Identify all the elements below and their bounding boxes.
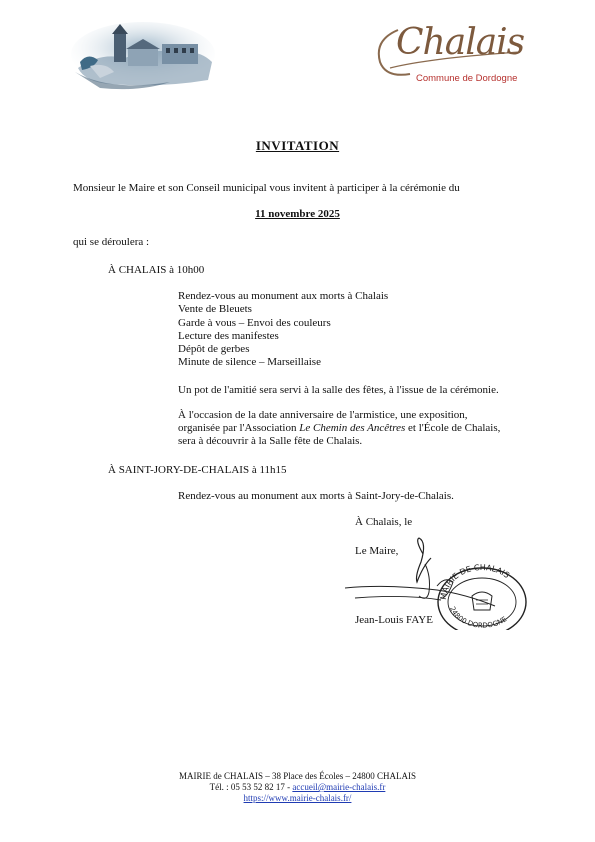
programme-item: Dépôt de gerbes xyxy=(178,343,250,356)
chalais-heading: À CHALAIS à 10h00 xyxy=(108,264,205,276)
signature-place: À Chalais, le xyxy=(355,516,413,528)
logo-wordmark: Chalais xyxy=(396,22,525,63)
chalais-logo xyxy=(370,18,540,90)
footer-phone: Tél. : 05 53 52 82 17 - xyxy=(209,782,293,792)
programme-item: Garde à vous – Envoi des couleurs xyxy=(178,316,331,329)
exhibition-text-after: et l'École de Chalais, sera à découvrir à la Salle fête de Chalais. xyxy=(178,422,501,447)
footer-website-link[interactable]: https://www.mairie-chalais.fr/ xyxy=(243,793,352,803)
mayor-first-name: Jean-Louis xyxy=(355,614,407,626)
ceremony-date: 11 novembre 2025 xyxy=(255,208,340,220)
footer-email-link[interactable]: accueil@mairie-chalais.fr xyxy=(292,782,386,792)
programme-item: Lecture des manifestes xyxy=(178,329,279,342)
intro-paragraph: Monsieur le Maire et son Conseil municipal vous invitent à participer à la cérémonie du xyxy=(73,182,460,194)
sub-intro: qui se déroulera : xyxy=(73,236,150,248)
saint-jory-heading: À SAINT-JORY-DE-CHALAIS à 11h15 xyxy=(108,464,287,476)
exhibition-text-before: À l'occasion de la date anniversaire de l'armistice, une exposition, organisée par l'Association xyxy=(178,409,468,434)
footer-address: MAIRIE de CHALAIS – 38 Place des Écoles – 24800 CHALAIS xyxy=(179,771,416,781)
exhibition-paragraph xyxy=(178,409,508,448)
programme-item: Vente de Bleuets xyxy=(178,303,252,316)
association-name: Le Chemin des Ancêtres xyxy=(299,422,406,434)
saint-jory-text: Rendez-vous au monument aux morts à Saint-Jory-de-Chalais. xyxy=(178,490,454,502)
footer-contact xyxy=(0,782,595,793)
svg-text:24800 DORDOGNE: 24800 DORDOGNE xyxy=(448,605,509,630)
logo-subtitle: Commune de Dordogne xyxy=(416,73,518,84)
mayor-last-name: FAYE xyxy=(406,614,433,626)
footer xyxy=(0,771,595,804)
svg-text:MAIRIE DE CHALAIS: MAIRIE DE CHALAIS xyxy=(438,562,512,601)
mairie-stamp xyxy=(432,560,532,630)
programme-list xyxy=(178,290,388,370)
village-illustration xyxy=(70,22,216,92)
programme-item: Minute de silence – Marseillaise xyxy=(178,356,321,369)
mayor-name xyxy=(355,614,433,627)
programme-item: Rendez-vous au monument aux morts à Chalais xyxy=(178,290,389,302)
page-title: INVITATION xyxy=(255,138,340,153)
signature-role: Le Maire, xyxy=(355,545,399,557)
reception-note: Un pot de l'amitié sera servi à la salle des fêtes, à l'issue de la cérémonie. xyxy=(178,384,499,396)
